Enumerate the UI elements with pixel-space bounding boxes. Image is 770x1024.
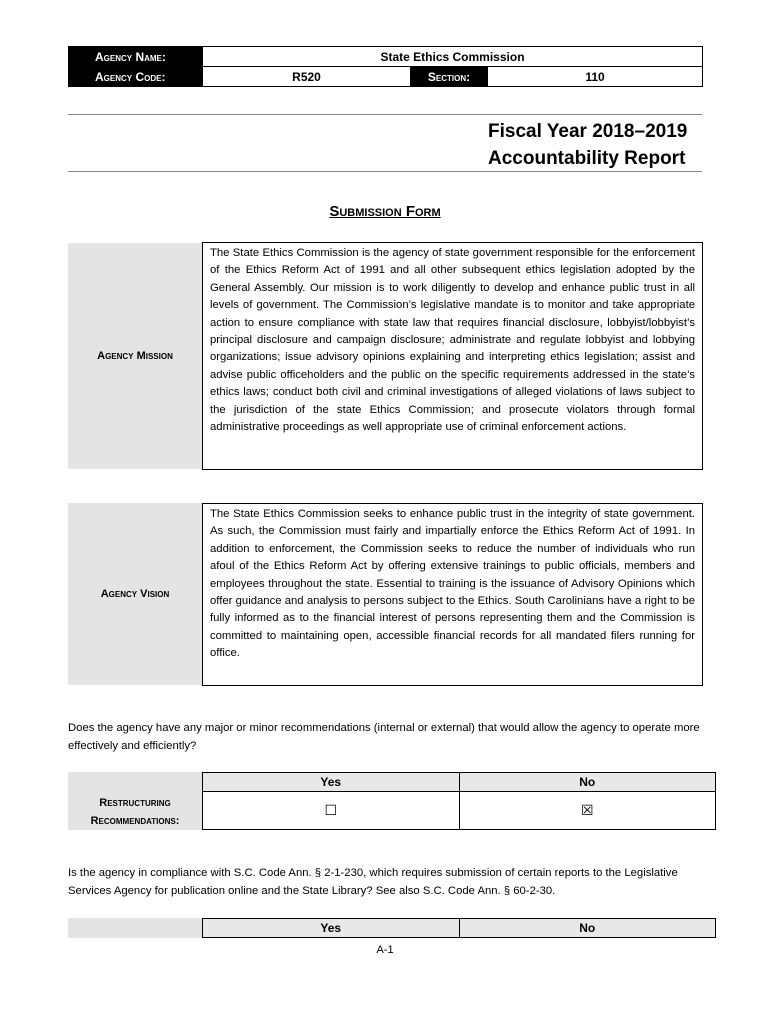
restructuring-label-line1: Restructuring [99,797,171,809]
agency-mission-text: The State Ethics Commission is the agency of state government responsible for the enforcement of the Ethics Reform Act of 1991 and all other subsequent ethics legislation adopted by the General Assembly. Our mission is to work diligently to develop and enhance public trust in all levels of government. The Commission’s legislative mandate is to monitor and take appropriate action to ensure compliance with state law that requires financial disclosure, lobbyist/lobbyist’s principal disclosure and campaign disclosure; administrate and regulate lobbyist and lobbying organizations; issue advisory opinions explaining and interpreting ethics legislation; assist and advise public officeholders and the public on the specific requirements addressed in the state’s ethics laws; conduct both civil and criminal investigations of alleged violations of laws subject to the jurisdiction of the state Ethics Commission; and prosecute violators through formal administrative proceedings as well appropriate use of criminal enforcement actions. [202,242,703,470]
report-title-line2: Accountability Report [488,148,686,169]
agency-vision-label [68,503,202,685]
restructuring-label-line2: Recommendations: [90,815,180,827]
submission-form-heading: Submission Form [329,203,441,220]
restructuring-no-header: No [459,773,716,791]
agency-code-label: Agency Code: [69,67,203,87]
compliance-yes-header: Yes [320,921,342,935]
restructuring-no-checkbox[interactable]: ☒ [459,792,716,829]
agency-name-value: State Ethics Commission [203,47,703,67]
title-bottom-rule [68,171,702,172]
compliance-no-header: No [459,919,716,937]
compliance-side-shade [68,918,202,938]
restructuring-header-row [202,772,716,792]
agency-name-label: Agency Name: [69,47,203,67]
agency-code-value: R520 [203,67,411,87]
section-value: 110 [488,67,703,87]
title-top-rule [68,114,702,115]
recommendations-question: Does the agency have any major or minor recommendations (internal or external) that would allow the agency to operate more effectively and efficiently? [68,722,700,752]
section-label: Section: [411,67,488,87]
restructuring-yes-checkbox[interactable]: ☐ [324,802,338,818]
agency-mission-label-text: Agency Mission [97,350,173,362]
compliance-header-row [202,918,716,938]
compliance-question: Is the agency in compliance with S.C. Code Ann. § 2-1-230, which requires submission of certain reports to the Legislative Services Agency for publication online and the State Library? See also S.C. Code Ann. § 60-2-30. [68,867,678,897]
agency-header-table [68,46,703,87]
restructuring-checkbox-row [202,792,716,830]
agency-vision-text: The State Ethics Commission seeks to enhance public trust in the integrity of state government. As such, the Commission must fairly and impartially enforce the Ethics Reform Act of 1991. In addition to enforcement, the Commission seeks to reduce the number of individuals who run afoul of the Ethics Reform Act by offering extensive trainings to public officials, members and employees throughout the state. Essential to training is the issuance of Advisory Opinions which offer guidance and analysis to persons subject to the Ethics. South Carolinians have a right to be fully informed as to the financial interest of persons representing them and the Commission is committed to maintaining open, accessible financial records for all mandated filers running for office. [202,503,703,686]
report-title-line1: Fiscal Year 2018–2019 [488,121,688,142]
restructuring-yes-header: Yes [320,775,342,789]
agency-mission-label [68,243,202,469]
restructuring-label [68,794,202,830]
agency-vision-label-text: Agency Vision [100,588,170,600]
page-number: A-1 [376,944,394,956]
